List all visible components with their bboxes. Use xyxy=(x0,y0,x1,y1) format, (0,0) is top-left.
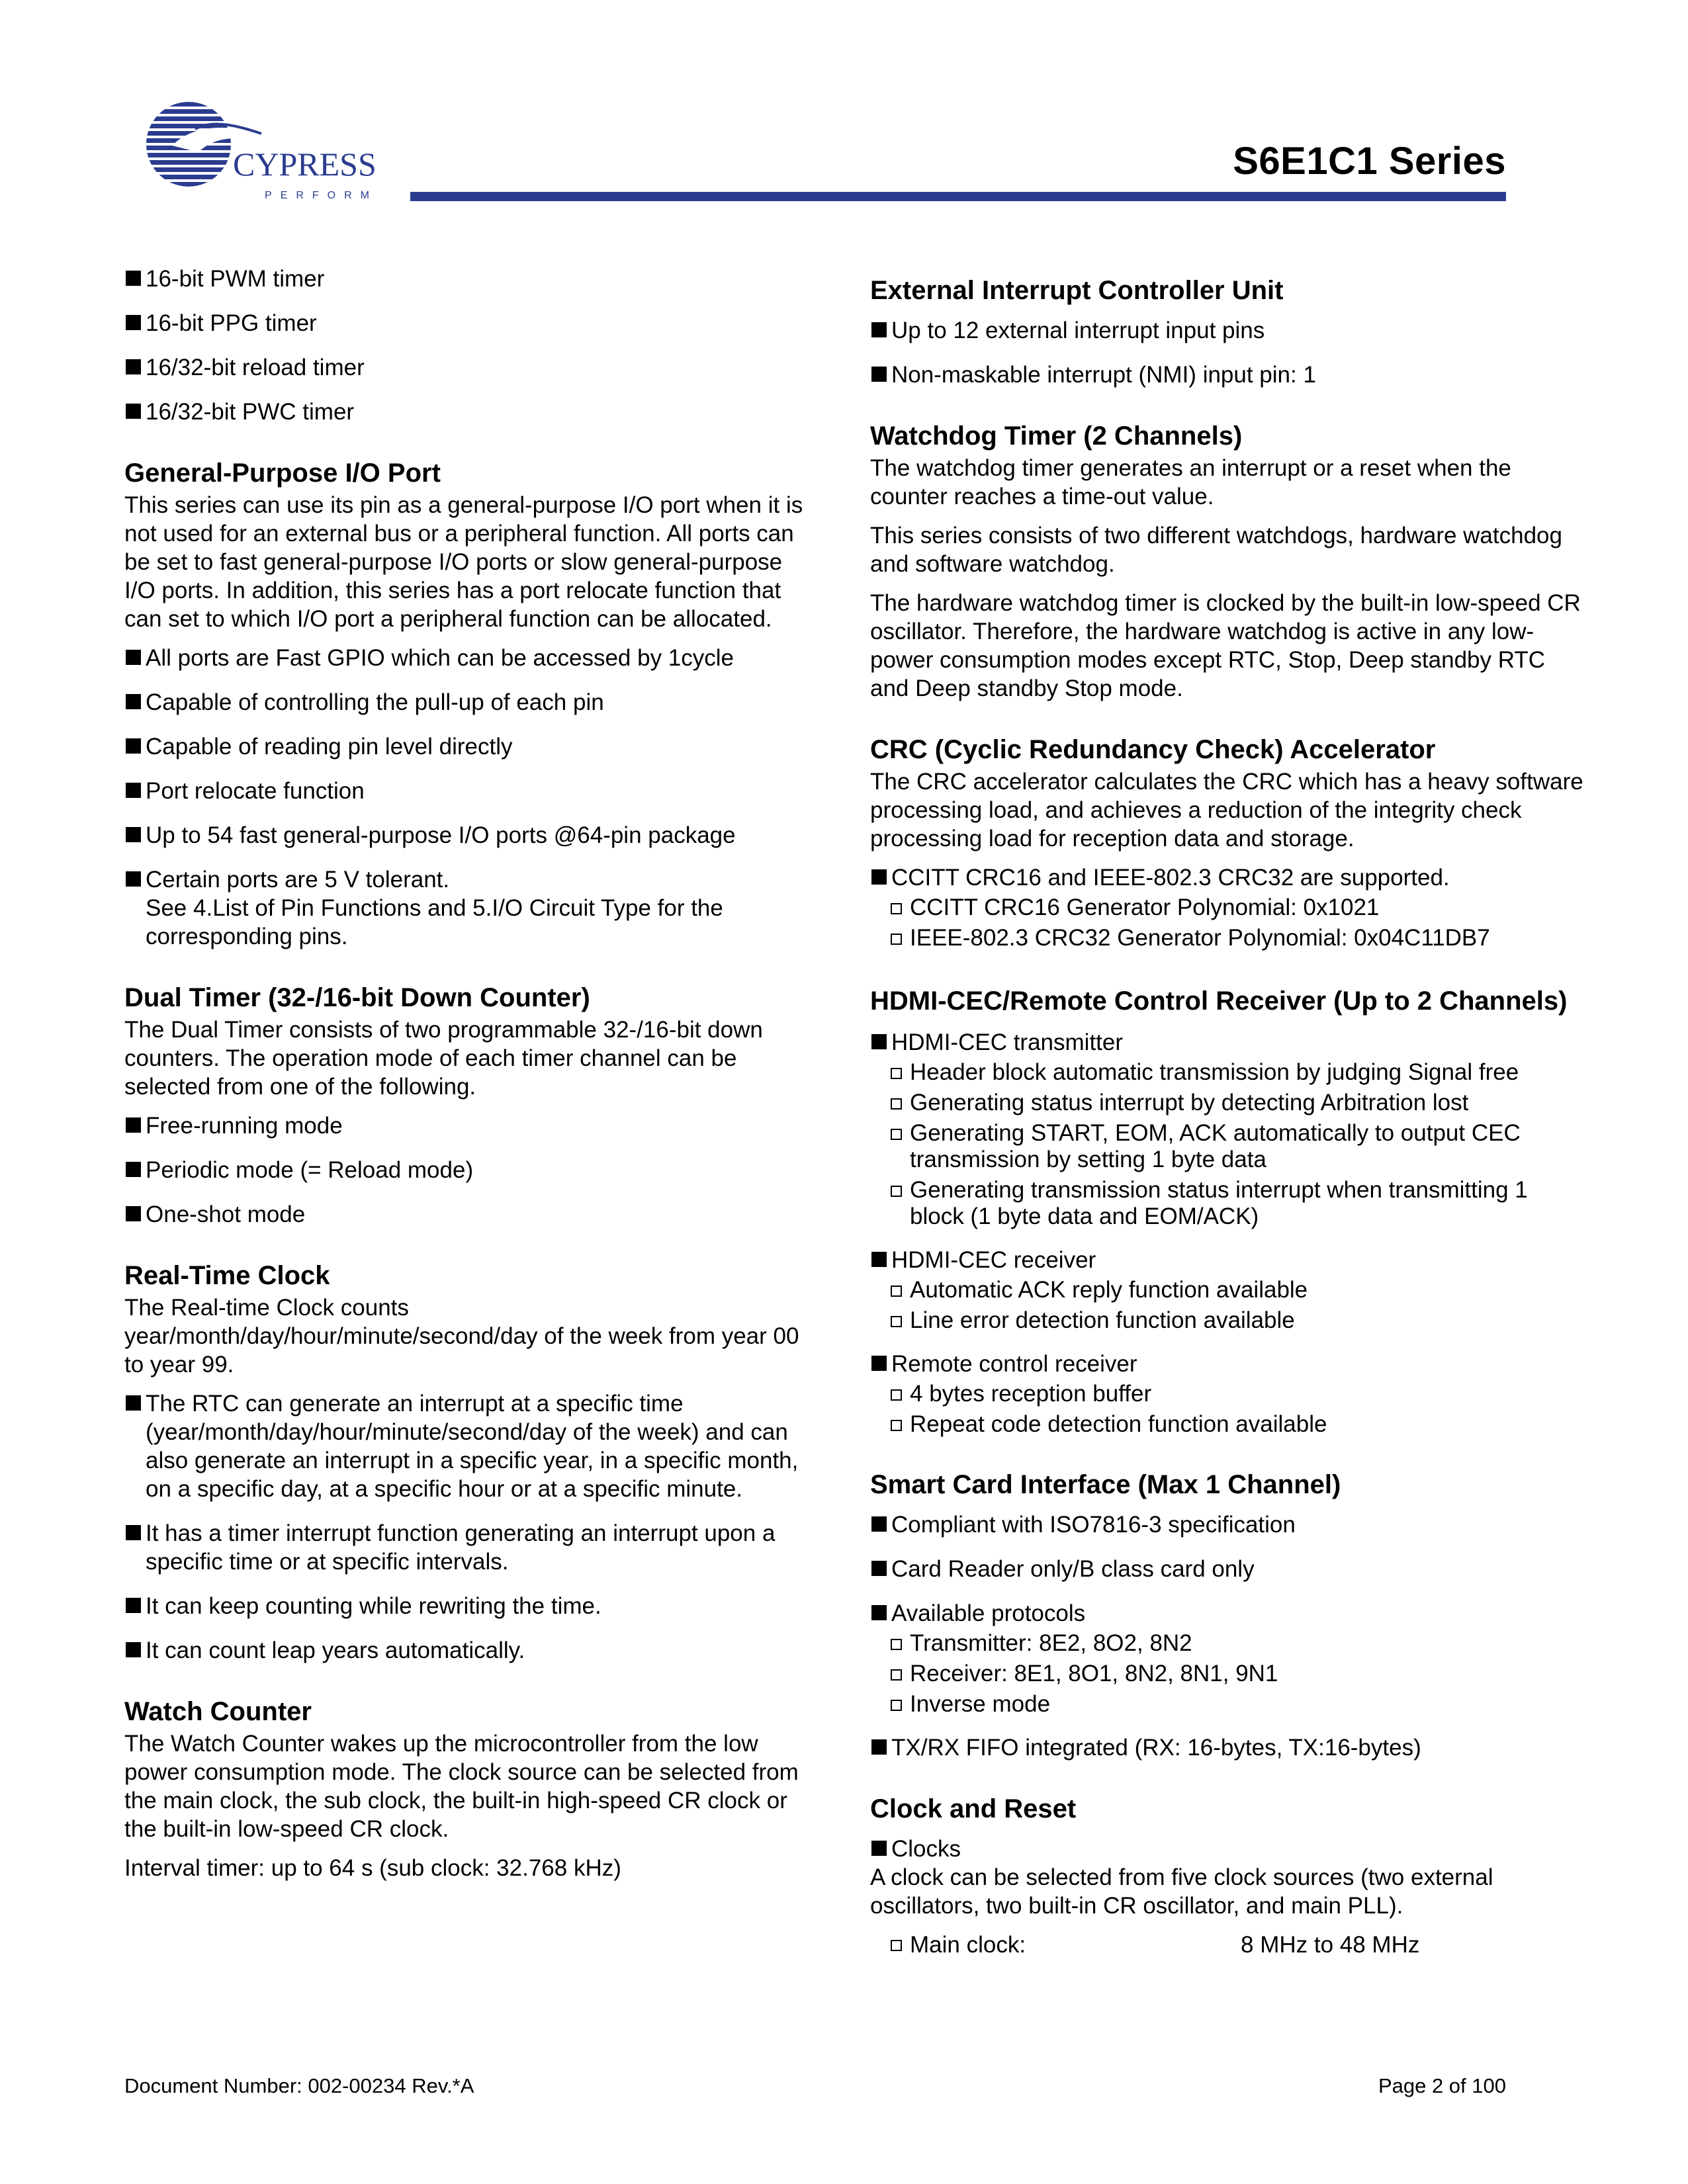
section-title-watchdog: Watchdog Timer (2 Channels) xyxy=(870,421,1243,451)
smart-card-sub-item: Transmitter: 8E2, 8O2, 8N2 xyxy=(870,1630,1585,1657)
footer-page-number: Page 2 of 100 xyxy=(1378,2074,1506,2097)
gpio-bullet: All ports are Fast GPIO which can be accessed by 1cycle xyxy=(124,644,819,672)
crc-bullet: CCITT CRC16 and IEEE-802.3 CRC32 are supported. xyxy=(870,863,1585,892)
crc-sub-item: IEEE-802.3 CRC32 Generator Polynomial: 0x04C11DB7 xyxy=(870,925,1585,951)
watchdog-p2: This series consists of two different watchdogs, hardware watchdog and software watchdog. xyxy=(870,523,1562,577)
gpio-bullet: Capable of controlling the pull-up of each pin xyxy=(124,688,819,717)
rtc-bullet: It can keep counting while rewriting the time. xyxy=(124,1592,819,1620)
crc-sub-list xyxy=(870,895,1585,951)
gpio-bullet-tolerant xyxy=(124,865,819,951)
hdmi-tx-sub-list xyxy=(870,1059,1585,1230)
gpio-tolerant-text: Certain ports are 5 V tolerant. xyxy=(146,867,450,893)
smart-card-sub-item: Receiver: 8E1, 8O1, 8N2, 8N1, 9N1 xyxy=(870,1661,1585,1687)
main-clock-label: Main clock: xyxy=(910,1932,1026,1958)
rtc-bullet: It can count leap years automatically. xyxy=(124,1636,819,1665)
hdmi-tx-bullet: HDMI-CEC transmitter xyxy=(870,1028,1585,1057)
crc-description: The CRC accelerator calculates the CRC which has a heavy software processing load, and achieves a reduction of the integrity check processing load for reception data and storage. xyxy=(870,769,1583,852)
series-title: S6E1C1 Series xyxy=(1233,140,1506,183)
hdmi-rx-sub-item: Automatic ACK reply function available xyxy=(870,1277,1585,1303)
rtc-description: The Real-time Clock counts year/month/day/hour/minute/second/day of the week from year 00 to year 99. xyxy=(124,1295,799,1377)
hdmi-tx-sub-item: Generating transmission status interrupt when transmitting 1 block (1 byte data and EOM/ACK) xyxy=(870,1177,1585,1230)
section-title-ext-interrupt: External Interrupt Controller Unit xyxy=(870,276,1284,305)
rtc-bullet: The RTC can generate an interrupt at a specific time (year/month/day/hour/minute/second/day of the week) and can also generate an interrupt in a specific year, in a specific month, on a specific day, at a specific hour or at a specific minute. xyxy=(124,1389,819,1503)
section-title-watch-counter: Watch Counter xyxy=(124,1697,312,1726)
hdmi-tx-sub-item: Generating START, EOM, ACK automatically to output CEC transmission by setting 1 byte data xyxy=(870,1120,1585,1173)
main-clock-row xyxy=(870,1931,1585,1959)
watch-counter-interval: Interval timer: up to 64 s (sub clock: 32.768 kHz) xyxy=(124,1855,621,1881)
page-header xyxy=(0,0,1688,218)
clock-description: A clock can be selected from five clock sources (two external oscillators, two built-in CR oscillator, and main PLL). xyxy=(870,1864,1493,1919)
cypress-logo xyxy=(132,99,410,208)
section-title-crc: CRC (Cyclic Redundancy Check) Accelerator xyxy=(870,735,1436,764)
remote-bullet: Remote control receiver xyxy=(870,1350,1585,1378)
timer-item: 16/32-bit PWC timer xyxy=(124,398,819,426)
gpio-tolerant-note: See 4.List of Pin Functions and 5.I/O Circuit Type for the corresponding pins. xyxy=(146,895,723,949)
right-column xyxy=(870,265,1585,1959)
watch-counter-description: The Watch Counter wakes up the microcontroller from the low power consumption mode. The clock source can be selected from the main clock, the sub clock, the built-in high-speed CR clock or the built-in low-speed CR clock. xyxy=(124,1731,799,1842)
hdmi-rx-sub-list xyxy=(870,1277,1585,1334)
section-title-gpio: General-Purpose I/O Port xyxy=(124,459,441,488)
clock-bullet: Clocks xyxy=(870,1835,1585,1863)
smart-card-bullet: Compliant with ISO7816-3 specification xyxy=(870,1510,1585,1539)
section-title-hdmi: HDMI-CEC/Remote Control Receiver (Up to 2 Channels) xyxy=(870,986,1568,1016)
crc-sub-item: CCITT CRC16 Generator Polynomial: 0x1021 xyxy=(870,895,1585,921)
hdmi-rx-sub-item: Line error detection function available xyxy=(870,1307,1585,1334)
remote-sub-item: 4 bytes reception buffer xyxy=(870,1381,1585,1407)
dual-timer-bullet: Periodic mode (= Reload mode) xyxy=(124,1156,819,1184)
hdmi-tx-sub-item: Header block automatic transmission by judging Signal free xyxy=(870,1059,1585,1086)
dual-timer-description: The Dual Timer consists of two programmable 32-/16-bit down counters. The operation mode of each timer channel can be selected from one of the following. xyxy=(124,1017,763,1100)
section-title-dual-timer: Dual Timer (32-/16-bit Down Counter) xyxy=(124,983,590,1012)
ext-int-bullet: Up to 12 external interrupt input pins xyxy=(870,316,1585,345)
logo-wordmark: CYPRESS xyxy=(233,146,377,183)
section-title-smart-card: Smart Card Interface (Max 1 Channel) xyxy=(870,1470,1341,1499)
footer-document-number: Document Number: 002-00234 Rev.*A xyxy=(124,2074,474,2097)
gpio-description: This series can use its pin as a general-purpose I/O port when it is not used for an external bus or a peripheral function. All ports can be set to fast general-purpose I/O ports or slow general-purpose I/O ports. In addition, this series has a port relocate function that can set to which I/O port a peripheral function can be allocated. xyxy=(124,492,803,632)
hdmi-rx-bullet: HDMI-CEC receiver xyxy=(870,1246,1585,1274)
main-clock-value: 8 MHz to 48 MHz xyxy=(1241,1932,1420,1958)
gpio-bullet: Port relocate function xyxy=(124,777,819,805)
header-rule xyxy=(410,192,1506,201)
gpio-bullet: Capable of reading pin level directly xyxy=(124,732,819,761)
timer-item: 16/32-bit reload timer xyxy=(124,353,819,382)
smart-card-bullet: TX/RX FIFO integrated (RX: 16-bytes, TX:16-bytes) xyxy=(870,1733,1585,1762)
smart-card-bullet: Available protocols xyxy=(870,1599,1585,1628)
timer-item: 16-bit PWM timer xyxy=(124,265,819,293)
smart-card-bullet: Card Reader only/B class card only xyxy=(870,1555,1585,1583)
remote-sub-item: Repeat code detection function available xyxy=(870,1411,1585,1438)
smart-card-sub-item: Inverse mode xyxy=(870,1691,1585,1718)
gpio-bullet: Up to 54 fast general-purpose I/O ports @64-pin package xyxy=(124,821,819,850)
section-title-rtc: Real-Time Clock xyxy=(124,1261,330,1290)
section-title-clock-reset: Clock and Reset xyxy=(870,1794,1077,1823)
smart-card-sub-list xyxy=(870,1630,1585,1718)
ext-int-bullet: Non-maskable interrupt (NMI) input pin: 1 xyxy=(870,361,1585,389)
watchdog-p1: The watchdog timer generates an interrupt or a reset when the counter reaches a time-out value. xyxy=(870,455,1511,509)
remote-sub-list xyxy=(870,1381,1585,1438)
timer-item: 16-bit PPG timer xyxy=(124,309,819,337)
rtc-bullet: It has a timer interrupt function generating an interrupt upon a specific time or at specific intervals. xyxy=(124,1519,819,1576)
left-column xyxy=(124,265,819,1893)
hdmi-tx-sub-item: Generating status interrupt by detecting Arbitration lost xyxy=(870,1090,1585,1116)
dual-timer-bullet: Free-running mode xyxy=(124,1112,819,1140)
dual-timer-bullet: One-shot mode xyxy=(124,1200,819,1229)
logo-tagline: PERFORM xyxy=(265,190,378,201)
watchdog-p3: The hardware watchdog timer is clocked by the built-in low-speed CR oscillator. Therefore, the hardware watchdog is active in any low-power consumption modes except RTC, Stop, Deep standby RTC and Deep standby Stop mode. xyxy=(870,590,1581,701)
